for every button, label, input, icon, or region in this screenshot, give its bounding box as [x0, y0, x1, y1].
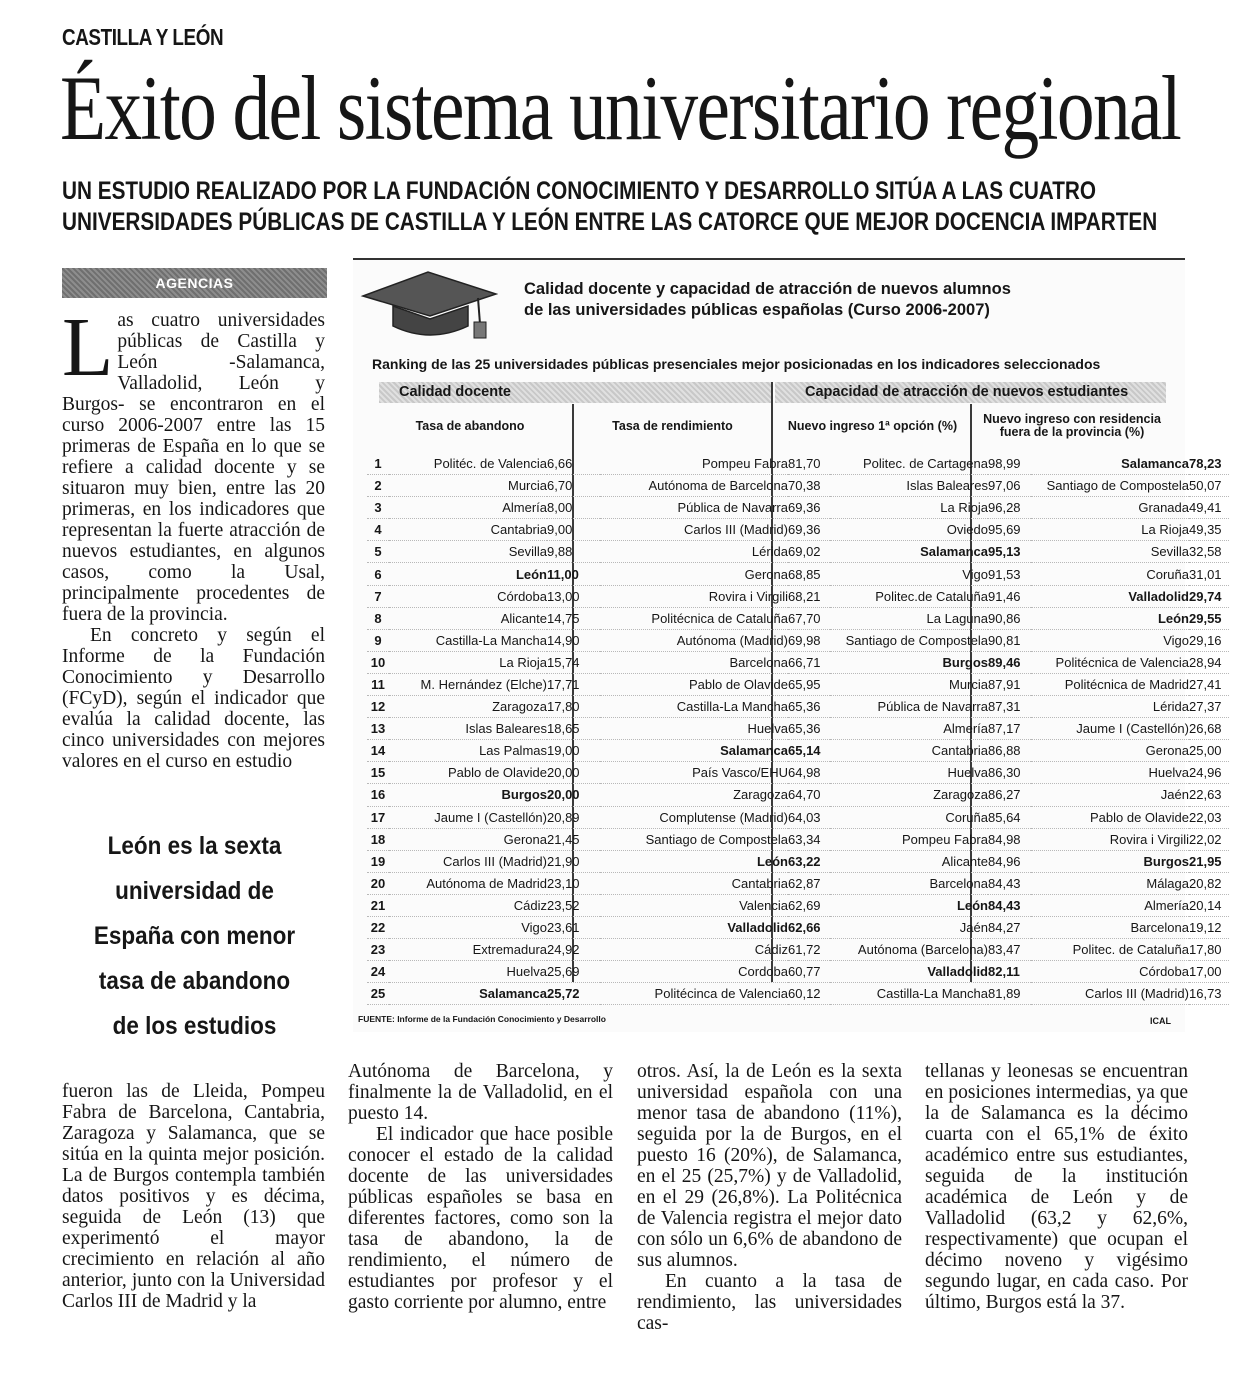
value-cell: 14,75	[547, 607, 600, 629]
university-cell: Autónoma (Barcelona)	[830, 939, 988, 961]
university-cell: Autónoma (Madrid)	[600, 629, 788, 651]
value-cell: 81,89	[988, 983, 1031, 1005]
value-cell: 25,00	[1189, 740, 1229, 762]
value-cell: 64,70	[788, 784, 830, 806]
value-cell: 22,02	[1189, 828, 1229, 850]
university-cell: Autónoma de Barcelona	[600, 475, 788, 497]
pull-quote-line: tasa de abandono	[98, 967, 291, 995]
university-cell: Extremadura	[389, 939, 547, 961]
value-cell: 27,37	[1189, 696, 1229, 718]
value-cell: 9,00	[547, 519, 600, 541]
table-row	[367, 453, 1229, 475]
university-cell: Politécinca de Valencia	[600, 983, 788, 1005]
value-cell: 20,14	[1189, 894, 1229, 916]
column-header-dropout: Tasa de abandono	[415, 419, 525, 433]
table-row	[367, 939, 1229, 961]
value-cell: 49,41	[1189, 497, 1229, 519]
university-cell: Granada	[1031, 497, 1189, 519]
pull-quote-line: universidad de	[115, 877, 274, 905]
rank-cell: 10	[367, 651, 389, 673]
value-cell: 68,21	[788, 585, 830, 607]
university-cell: Politec.de Cataluña	[830, 585, 988, 607]
value-cell: 90,86	[988, 607, 1031, 629]
university-cell: Castilla-La Mancha	[389, 629, 547, 651]
university-cell: Complutense (Madrid)	[600, 806, 788, 828]
university-cell: Murcia	[389, 475, 547, 497]
university-cell: Sevilla	[1031, 541, 1189, 563]
university-cell: Santiago de Compostela	[1031, 475, 1189, 497]
university-cell: Politécnica de Cataluña	[600, 607, 788, 629]
university-cell: Gerona	[1031, 740, 1189, 762]
rank-cell: 18	[367, 828, 389, 850]
university-cell: Islas Baleares	[830, 475, 988, 497]
value-cell: 60,77	[788, 961, 830, 983]
university-cell: La Laguna	[830, 607, 988, 629]
university-cell: Burgos	[1031, 850, 1189, 872]
university-cell: Almería	[830, 718, 988, 740]
university-cell: Pompeu Fabra	[830, 828, 988, 850]
university-cell: Coruña	[1031, 563, 1189, 585]
table-row	[367, 916, 1229, 938]
university-cell: Santiago de Compostela	[600, 828, 788, 850]
value-cell: 24,92	[547, 939, 600, 961]
university-cell: León	[830, 894, 988, 916]
value-cell: 26,68	[1189, 718, 1229, 740]
value-cell: 21,95	[1189, 850, 1229, 872]
university-cell: Lérida	[1031, 696, 1189, 718]
rank-cell: 13	[367, 718, 389, 740]
table-row	[367, 585, 1229, 607]
university-cell: León	[389, 563, 547, 585]
value-cell: 29,16	[1189, 629, 1229, 651]
university-cell: Vigo	[830, 563, 988, 585]
university-cell: Jaén	[1031, 784, 1189, 806]
university-cell: Jaén	[830, 916, 988, 938]
column-header-outside-province	[972, 413, 1172, 439]
table-row	[367, 894, 1229, 916]
graduation-cap-icon	[358, 264, 498, 344]
body-column-3	[348, 1061, 613, 1313]
value-cell: 66,71	[788, 651, 830, 673]
value-cell: 87,17	[988, 718, 1031, 740]
rank-cell: 22	[367, 916, 389, 938]
table-row	[367, 673, 1229, 695]
value-cell: 65,36	[788, 718, 830, 740]
university-cell: Zaragoza	[389, 696, 547, 718]
university-cell: Almería	[389, 497, 547, 519]
value-cell: 21,45	[547, 828, 600, 850]
university-cell: La Rioja	[830, 497, 988, 519]
value-cell: 17,80	[547, 696, 600, 718]
graphic-title-line: de las universidades públicas españolas (Curso 2006-2007)	[524, 301, 990, 319]
value-cell: 25,72	[547, 983, 600, 1005]
rank-cell: 2	[367, 475, 389, 497]
value-cell: 25,69	[547, 961, 600, 983]
body-paragraph: El indicador que hace posible conocer el estado de la calidad docente de las universidades públicas españoles se basa en diferentes factores, como son la tasa de abandono, la de rendimiento, el número de estudiantes por profesor y el gasto corriente por alumno, entre	[348, 1124, 613, 1313]
value-cell: 8,00	[547, 497, 600, 519]
value-cell: 87,91	[988, 673, 1031, 695]
value-cell: 22,63	[1189, 784, 1229, 806]
table-row	[367, 696, 1229, 718]
university-cell: Cádiz	[600, 939, 788, 961]
rank-cell: 4	[367, 519, 389, 541]
university-cell: Murcia	[830, 673, 988, 695]
university-cell: País Vasco/EHU	[600, 762, 788, 784]
value-cell: 14,90	[547, 629, 600, 651]
university-cell: Huelva	[600, 718, 788, 740]
university-cell: La Rioja	[389, 651, 547, 673]
value-cell: 23,52	[547, 894, 600, 916]
university-cell: La Rioja	[1031, 519, 1189, 541]
table-row	[367, 629, 1229, 651]
university-cell: Valencia	[600, 894, 788, 916]
university-cell: Politécnica de Valencia	[1031, 651, 1189, 673]
value-cell: 31,01	[1189, 563, 1229, 585]
value-cell: 28,94	[1189, 651, 1229, 673]
university-cell: Gerona	[389, 828, 547, 850]
university-cell: Pública de Navarra	[830, 696, 988, 718]
university-cell: Cádiz	[389, 894, 547, 916]
university-cell: Carlos III (Madrid)	[600, 519, 788, 541]
table-row	[367, 519, 1229, 541]
value-cell: 67,70	[788, 607, 830, 629]
value-cell: 98,99	[988, 453, 1031, 475]
body-paragraph: Autónoma de Barcelona, y finalmente la de Valladolid, en el puesto 14.	[348, 1061, 613, 1124]
value-cell: 86,88	[988, 740, 1031, 762]
value-cell: 63,34	[788, 828, 830, 850]
university-cell: Jaume I (Castellón)	[1031, 718, 1189, 740]
value-cell: 91,46	[988, 585, 1031, 607]
university-cell: Castilla-La Mancha	[830, 983, 988, 1005]
value-cell: 81,70	[788, 453, 830, 475]
value-cell: 69,98	[788, 629, 830, 651]
value-cell: 20,00	[547, 784, 600, 806]
value-cell: 20,00	[547, 762, 600, 784]
value-cell: 83,47	[988, 939, 1031, 961]
university-cell: Huelva	[830, 762, 988, 784]
value-cell: 50,07	[1189, 475, 1229, 497]
rank-cell: 24	[367, 961, 389, 983]
table-row	[367, 872, 1229, 894]
value-cell: 87,31	[988, 696, 1031, 718]
column-header-first-option: Nuevo ingreso 1ª opción (%)	[787, 419, 958, 433]
value-cell: 84,27	[988, 916, 1031, 938]
university-cell: Huelva	[1031, 762, 1189, 784]
rank-cell: 19	[367, 850, 389, 872]
university-cell: Málaga	[1031, 872, 1189, 894]
value-cell: 69,02	[788, 541, 830, 563]
university-cell: Oviedo	[830, 519, 988, 541]
value-cell: 24,96	[1189, 762, 1229, 784]
value-cell: 18,65	[547, 718, 600, 740]
pull-quote-line: León es la sexta	[107, 832, 282, 860]
value-cell: 19,00	[547, 740, 600, 762]
value-cell: 65,36	[788, 696, 830, 718]
value-cell: 49,35	[1189, 519, 1229, 541]
university-cell: Pablo de Olavide	[600, 673, 788, 695]
value-cell: 11,00	[547, 563, 600, 585]
value-cell: 68,85	[788, 563, 830, 585]
table-row	[367, 740, 1229, 762]
university-cell: Salamanca	[830, 541, 988, 563]
university-cell: Rovira i Virgili	[600, 585, 788, 607]
subtitle: UN ESTUDIO REALIZADO POR LA FUNDACIÓN CONOCIMIENTO Y DESARROLLO SITÚA A LAS CUATRO UNIVERSIDADES PÚBLICAS DE CASTILLA Y LEÓN ENTRE LAS CATORCE QUE MEJOR DOCENCIA IMPARTEN	[62, 177, 1158, 236]
graphic-source: FUENTE: Informe de la Fundación Conocimiento y Desarrollo	[358, 1014, 606, 1024]
body-paragraph: otros. Así, la de León es la sexta universidad española con una menor tasa de abandono (11%), seguida por la de Burgos, en el puesto 16 (20%), de Salamanca, en el 25 (25,7%) y de Valladolid, en el 29 (26,8%). La Politécnica de Valencia registra el mejor dato con sólo un 6,6% de abandono de sus alumnos.	[637, 1061, 902, 1271]
dropcap: L	[62, 301, 114, 394]
value-cell: 91,53	[988, 563, 1031, 585]
university-cell: Barcelona	[600, 651, 788, 673]
body-paragraph: En cuanto a la tasa de rendimiento, las universidades cas-	[637, 1271, 902, 1334]
university-cell: Carlos III (Madrid)	[389, 850, 547, 872]
university-cell: Burgos	[389, 784, 547, 806]
rank-cell: 23	[367, 939, 389, 961]
rank-cell: 21	[367, 894, 389, 916]
section-label: CASTILLA Y LEÓN	[62, 24, 224, 50]
value-cell: 65,95	[788, 673, 830, 695]
rank-cell: 17	[367, 806, 389, 828]
table-row	[367, 541, 1229, 563]
university-cell: Politécnica de Madrid	[1031, 673, 1189, 695]
value-cell: 69,36	[788, 497, 830, 519]
university-cell: Castilla-La Mancha	[600, 696, 788, 718]
body-column-5: tellanas y leonesas se encuentran en posiciones intermedias, ya que la de Salamanca es la décimo cuarta con el 65,1% de éxito académico entre sus estudiantes, seguida de la institución académica de León y de Valladolid (63,2 y 62,6%, respectivamente) que ocupan el décimo noveno y vigésimo segundo lugar, en cada caso. Por último, Burgos está la 37.	[925, 1061, 1188, 1313]
body-column-1	[62, 301, 325, 772]
university-cell: Valladolid	[830, 961, 988, 983]
value-cell: 6,66	[547, 453, 600, 475]
value-cell: 22,03	[1189, 806, 1229, 828]
table-row	[367, 983, 1229, 1005]
value-cell: 21,90	[547, 850, 600, 872]
university-cell: Cantabria	[600, 872, 788, 894]
value-cell: 85,64	[988, 806, 1031, 828]
university-cell: Vigo	[1031, 629, 1189, 651]
graphic-title-line: Calidad docente y capacidad de atracción de nuevos alumnos	[524, 280, 1011, 298]
ranking-table	[367, 453, 1229, 1005]
value-cell: 89,46	[988, 651, 1031, 673]
rank-cell: 9	[367, 629, 389, 651]
university-cell: Salamanca	[1031, 453, 1189, 475]
body-paragraph-2: En concreto y según el Informe de la Fundación Conocimiento y Desarrollo (FCyD), según el indicador que evalúa la calidad docente, las cinco universidades con mejores valores en el curso en estudio	[62, 625, 325, 772]
university-cell: Pablo de Olavide	[1031, 806, 1189, 828]
ranking-title: Ranking de las 25 universidades públicas presenciales mejor posicionadas en los indicadores seleccionados	[372, 356, 1101, 372]
university-cell: Coruña	[830, 806, 988, 828]
university-cell: Autónoma de Madrid	[389, 872, 547, 894]
university-cell: Pública de Navarra	[600, 497, 788, 519]
university-cell: Pablo de Olavide	[389, 762, 547, 784]
value-cell: 86,27	[988, 784, 1031, 806]
body-paragraph-1: as cuatro universidades públicas de Castilla y León -Salamanca, Valladolid, León y Burgos- se encontraron en el curso 2006-2007 entre las 15 primeras de España en lo que se refiere a calidad docente y se situaron muy bien, entre las 20 primeras, en los indicadores que representan la fuerte atracción de nuevos estudiantes, en algunos casos, como la Usal, principalmente procedentes de fuera de la provincia.	[62, 310, 325, 625]
value-cell: 15,74	[547, 651, 600, 673]
rank-cell: 12	[367, 696, 389, 718]
value-cell: 90,81	[988, 629, 1031, 651]
university-cell: Salamanca	[389, 983, 547, 1005]
university-cell: Valladolid	[1031, 585, 1189, 607]
rank-cell: 14	[367, 740, 389, 762]
table-row	[367, 475, 1229, 497]
table-row	[367, 563, 1229, 585]
value-cell: 61,72	[788, 939, 830, 961]
value-cell: 17,71	[547, 673, 600, 695]
university-cell: Rovira i Virgili	[1031, 828, 1189, 850]
pull-quote-line: de los estudios	[112, 1012, 277, 1040]
value-cell: 78,23	[1189, 453, 1229, 475]
university-cell: Zaragoza	[830, 784, 988, 806]
value-cell: 65,14	[788, 740, 830, 762]
value-cell: 69,36	[788, 519, 830, 541]
university-cell: Vigo	[389, 916, 547, 938]
university-cell: Barcelona	[830, 872, 988, 894]
value-cell: 95,13	[988, 541, 1031, 563]
value-cell: 60,12	[788, 983, 830, 1005]
university-cell: Córdoba	[1031, 961, 1189, 983]
byline: AGENCIAS	[155, 275, 234, 291]
rank-cell: 11	[367, 673, 389, 695]
university-cell: León	[600, 850, 788, 872]
rank-cell: 3	[367, 497, 389, 519]
rank-cell: 7	[367, 585, 389, 607]
group-header-quality: Calidad docente	[379, 382, 771, 403]
table-row	[367, 607, 1229, 629]
value-cell: 23,61	[547, 916, 600, 938]
group-header-attraction: Capacidad de atracción de nuevos estudiantes	[775, 382, 1166, 403]
value-cell: 23,10	[547, 872, 600, 894]
rank-cell: 16	[367, 784, 389, 806]
university-cell: Cordoba	[600, 961, 788, 983]
university-cell: Zaragoza	[600, 784, 788, 806]
value-cell: 20,82	[1189, 872, 1229, 894]
rank-cell: 20	[367, 872, 389, 894]
university-cell: Cantabria	[389, 519, 547, 541]
pull-quote-line: España con menor	[93, 922, 296, 950]
value-cell: 27,41	[1189, 673, 1229, 695]
column-header-line: fuera de la provincia (%)	[999, 425, 1145, 439]
university-cell: Politec. de Cartagena	[830, 453, 988, 475]
university-cell: Almería	[1031, 894, 1189, 916]
value-cell: 84,43	[988, 872, 1031, 894]
rank-cell: 6	[367, 563, 389, 585]
university-cell: Valladolid	[600, 916, 788, 938]
column-header-line: Nuevo ingreso con residencia	[983, 412, 1161, 426]
university-cell: Las Palmas	[389, 740, 547, 762]
table-row	[367, 718, 1229, 740]
university-cell: Sevilla	[389, 541, 547, 563]
university-cell: Alicante	[389, 607, 547, 629]
university-cell: Politéc. de Valencia	[389, 453, 547, 475]
value-cell: 17,80	[1189, 939, 1229, 961]
rank-cell: 8	[367, 607, 389, 629]
value-cell: 64,03	[788, 806, 830, 828]
value-cell: 63,22	[788, 850, 830, 872]
body-column-2: fueron las de Lleida, Pompeu Fabra de Barcelona, Cantabria, Zaragoza y Salamanca, que se sitúa en la quinta mejor posición. La de Burgos contempla también datos positivos y es décima, seguida de León (13) que experimentó el mayor crecimiento en relación al año anterior, junto con la Universidad Carlos III de Madrid y la	[62, 1081, 325, 1312]
university-cell: León	[1031, 607, 1189, 629]
value-cell: 62,69	[788, 894, 830, 916]
value-cell: 62,87	[788, 872, 830, 894]
byline-box	[62, 268, 327, 298]
university-cell: Salamanca	[600, 740, 788, 762]
table-row	[367, 806, 1229, 828]
value-cell: 16,73	[1189, 983, 1229, 1005]
value-cell: 32,58	[1189, 541, 1229, 563]
rank-cell: 1	[367, 453, 389, 475]
university-cell: Jaume I (Castellón)	[389, 806, 547, 828]
table-row	[367, 828, 1229, 850]
value-cell: 64,98	[788, 762, 830, 784]
university-cell: Pompeu Fabra	[600, 453, 788, 475]
graphic-credit: ICAL	[1150, 1016, 1171, 1026]
body-column-4	[637, 1061, 902, 1334]
table-row	[367, 651, 1229, 673]
university-cell: Politec. de Cataluña	[1031, 939, 1189, 961]
table-row	[367, 850, 1229, 872]
value-cell: 97,06	[988, 475, 1031, 497]
table-row	[367, 784, 1229, 806]
column-header-performance: Tasa de rendimiento	[612, 419, 733, 433]
value-cell: 13,00	[547, 585, 600, 607]
value-cell: 84,98	[988, 828, 1031, 850]
university-cell: Santiago de Compostela	[830, 629, 988, 651]
value-cell: 84,43	[988, 894, 1031, 916]
university-cell: Gerona	[600, 563, 788, 585]
university-cell: Burgos	[830, 651, 988, 673]
value-cell: 29,74	[1189, 585, 1229, 607]
value-cell: 62,66	[788, 916, 830, 938]
table-row	[367, 497, 1229, 519]
university-cell: Islas Baleares	[389, 718, 547, 740]
university-cell: Carlos III (Madrid)	[1031, 983, 1189, 1005]
value-cell: 19,12	[1189, 916, 1229, 938]
graphic-title	[524, 279, 1011, 321]
headline: Éxito del sistema universitario regional	[60, 57, 1181, 159]
university-cell: Huelva	[389, 961, 547, 983]
university-cell: Córdoba	[389, 585, 547, 607]
table-row	[367, 961, 1229, 983]
rank-cell: 15	[367, 762, 389, 784]
value-cell: 6,70	[547, 475, 600, 497]
table-row	[367, 762, 1229, 784]
value-cell: 9,88	[547, 541, 600, 563]
rank-cell: 25	[367, 983, 389, 1005]
university-cell: Alicante	[830, 850, 988, 872]
value-cell: 82,11	[988, 961, 1031, 983]
value-cell: 86,30	[988, 762, 1031, 784]
value-cell: 70,38	[788, 475, 830, 497]
value-cell: 95,69	[988, 519, 1031, 541]
value-cell: 29,55	[1189, 607, 1229, 629]
value-cell: 84,96	[988, 850, 1031, 872]
university-cell: Cantabria	[830, 740, 988, 762]
pull-quote	[75, 824, 314, 1049]
university-cell: Barcelona	[1031, 916, 1189, 938]
value-cell: 20,89	[547, 806, 600, 828]
rank-cell: 5	[367, 541, 389, 563]
value-cell: 96,28	[988, 497, 1031, 519]
value-cell: 17,00	[1189, 961, 1229, 983]
university-cell: Lérida	[600, 541, 788, 563]
university-cell: M. Hernández (Elche)	[389, 673, 547, 695]
